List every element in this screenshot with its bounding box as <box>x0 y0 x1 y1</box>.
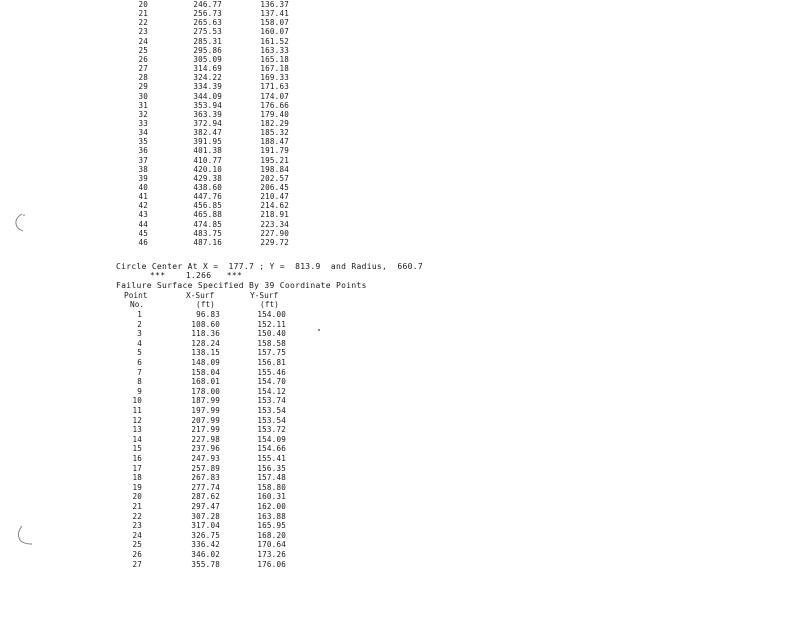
y-coordinate: 154.12 <box>257 386 286 396</box>
point-number: 37 <box>138 155 148 165</box>
point-number: 9 <box>137 386 142 396</box>
x-coordinate: 474.85 <box>193 219 222 229</box>
y-coordinate: 155.46 <box>257 367 286 377</box>
y-coordinate: 136.37 <box>260 0 289 9</box>
point-number: 19 <box>132 482 142 492</box>
x-coordinate: 305.09 <box>193 54 222 64</box>
y-coordinate: 206.45 <box>260 183 289 192</box>
table-row <box>0 406 400 415</box>
point-number: 42 <box>138 201 148 211</box>
table-row <box>0 550 400 559</box>
x-coordinate: 420.10 <box>193 164 222 174</box>
table-row <box>0 483 400 492</box>
x-coordinate: 265.63 <box>193 18 222 28</box>
y-coordinate: 158.80 <box>257 482 286 492</box>
point-number: 21 <box>132 502 142 511</box>
x-coordinate: 314.69 <box>193 64 222 74</box>
table-row <box>0 348 400 357</box>
x-coordinate: 96.83 <box>196 310 220 319</box>
x-coordinate: 355.78 <box>191 559 220 569</box>
y-coordinate: 167.18 <box>260 64 289 74</box>
table-row <box>0 156 400 165</box>
table-row <box>0 387 400 396</box>
x-coordinate: 334.39 <box>193 82 222 92</box>
table-row <box>0 473 400 482</box>
table-row <box>0 560 400 569</box>
table-row <box>0 358 400 367</box>
table-row <box>0 320 400 329</box>
y-coordinate: 176.66 <box>260 100 289 110</box>
x-coordinate: 277.74 <box>191 482 220 492</box>
table-row <box>0 502 400 511</box>
point-number: 38 <box>138 164 148 174</box>
x-coordinate: 401.38 <box>193 146 222 156</box>
table-row <box>0 435 400 444</box>
point-number: 31 <box>138 100 148 110</box>
y-coordinate: 176.06 <box>257 559 286 569</box>
y-coordinate: 210.47 <box>260 192 289 202</box>
point-number: 7 <box>137 367 142 377</box>
point-number: 24 <box>132 530 142 540</box>
y-coordinate: 157.75 <box>257 348 286 358</box>
x-coordinate: 295.86 <box>193 45 222 55</box>
x-coordinate: 456.85 <box>193 201 222 211</box>
table-row <box>0 368 400 377</box>
table-row <box>0 512 400 521</box>
x-coordinate: 246.77 <box>193 0 222 9</box>
x-coordinate: 346.02 <box>191 550 220 559</box>
table-row <box>0 220 400 229</box>
x-coordinate: 168.01 <box>191 377 220 387</box>
point-number: 34 <box>138 128 148 138</box>
table-row <box>0 9 400 18</box>
safety-factor-line: *** 1.266 *** <box>150 271 243 280</box>
header-y-surf: Y-Surf <box>250 291 279 300</box>
point-number: 30 <box>138 91 148 101</box>
y-coordinate: 160.07 <box>260 27 289 37</box>
x-coordinate: 363.39 <box>193 109 222 119</box>
x-coordinate: 108.60 <box>191 319 220 329</box>
x-coordinate: 465.88 <box>193 210 222 220</box>
point-number: 41 <box>138 192 148 202</box>
point-number: 14 <box>132 434 142 444</box>
y-coordinate: 163.33 <box>260 45 289 55</box>
y-coordinate: 195.21 <box>260 155 289 165</box>
y-coordinate: 168.20 <box>257 530 286 540</box>
y-coordinate: 170.64 <box>257 540 286 550</box>
table-row <box>0 82 400 91</box>
table-row <box>0 531 400 540</box>
table-row <box>0 64 400 73</box>
point-number: 27 <box>138 64 148 74</box>
x-coordinate: 138.15 <box>191 348 220 358</box>
x-coordinate: 256.73 <box>193 9 222 19</box>
y-coordinate: 161.52 <box>260 36 289 46</box>
point-number: 23 <box>138 27 148 37</box>
point-number: 22 <box>138 18 148 28</box>
x-coordinate: 187.99 <box>191 396 220 406</box>
point-number: 15 <box>132 444 142 454</box>
x-coordinate: 197.99 <box>191 406 220 415</box>
table-row <box>0 425 400 434</box>
y-coordinate: 154.09 <box>257 434 286 444</box>
x-coordinate: 287.62 <box>191 492 220 502</box>
y-coordinate: 229.72 <box>260 237 289 247</box>
point-number: 40 <box>138 183 148 192</box>
x-coordinate: 324.22 <box>193 73 222 83</box>
x-coordinate: 353.94 <box>193 100 222 110</box>
y-coordinate: 153.54 <box>257 415 286 425</box>
table-row <box>0 46 400 55</box>
y-coordinate: 156.35 <box>257 463 286 473</box>
table-row <box>0 492 400 501</box>
point-number: 8 <box>137 377 142 387</box>
point-number: 18 <box>132 473 142 483</box>
y-coordinate: 160.31 <box>257 492 286 502</box>
header-no: No. <box>130 300 145 309</box>
table-row <box>0 229 400 238</box>
point-number: 3 <box>137 329 142 339</box>
point-number: 44 <box>138 219 148 229</box>
point-number: 45 <box>138 228 148 238</box>
x-coordinate: 483.75 <box>193 228 222 238</box>
table-row <box>0 146 400 155</box>
y-coordinate: 157.48 <box>257 473 286 483</box>
y-coordinate: 188.47 <box>260 137 289 147</box>
point-number: 26 <box>138 54 148 64</box>
point-number: 25 <box>138 45 148 55</box>
table-row <box>0 396 400 405</box>
point-number: 22 <box>132 511 142 521</box>
table-row <box>0 238 400 247</box>
point-number: 1 <box>137 310 142 319</box>
x-coordinate: 336.42 <box>191 540 220 550</box>
table-row <box>0 310 400 319</box>
table-row <box>0 37 400 46</box>
table-row <box>0 119 400 128</box>
y-coordinate: 153.54 <box>257 406 286 415</box>
y-coordinate: 173.26 <box>257 550 286 559</box>
y-coordinate: 155.41 <box>257 454 286 463</box>
y-coordinate: 158.58 <box>257 338 286 348</box>
header-y-unit: (ft) <box>260 300 279 309</box>
point-number: 20 <box>138 0 148 9</box>
table-row <box>0 540 400 549</box>
table-row <box>0 521 400 530</box>
y-coordinate: 154.00 <box>257 310 286 319</box>
y-coordinate: 165.18 <box>260 54 289 64</box>
point-number: 29 <box>138 82 148 92</box>
y-coordinate: 202.57 <box>260 173 289 183</box>
table-row <box>0 210 400 219</box>
x-coordinate: 447.76 <box>193 192 222 202</box>
table-row <box>0 137 400 146</box>
point-number: 32 <box>138 109 148 119</box>
x-coordinate: 410.77 <box>193 155 222 165</box>
x-coordinate: 148.09 <box>191 358 220 367</box>
y-coordinate: 156.81 <box>257 358 286 367</box>
table-row <box>0 339 400 348</box>
x-coordinate: 178.00 <box>191 386 220 396</box>
y-coordinate: 223.34 <box>260 219 289 229</box>
table-row <box>0 454 400 463</box>
table-row <box>0 464 400 473</box>
x-coordinate: 487.16 <box>193 237 222 247</box>
table-row <box>0 377 400 386</box>
y-coordinate: 154.66 <box>257 444 286 454</box>
point-number: 17 <box>132 463 142 473</box>
point-number: 43 <box>138 210 148 220</box>
x-coordinate: 307.28 <box>191 511 220 521</box>
table-row <box>0 101 400 110</box>
y-coordinate: 165.95 <box>257 521 286 531</box>
x-coordinate: 382.47 <box>193 128 222 138</box>
y-coordinate: 169.33 <box>260 73 289 83</box>
y-coordinate: 174.07 <box>260 91 289 101</box>
x-coordinate: 275.53 <box>193 27 222 37</box>
table-row <box>0 444 400 453</box>
x-coordinate: 128.24 <box>191 338 220 348</box>
y-coordinate: 137.41 <box>260 9 289 19</box>
y-coordinate: 185.32 <box>260 128 289 138</box>
table-row <box>0 0 400 9</box>
table-row <box>0 416 400 425</box>
point-number: 13 <box>132 425 142 435</box>
y-coordinate: 163.88 <box>257 511 286 521</box>
x-coordinate: 247.93 <box>191 454 220 463</box>
point-number: 11 <box>132 406 142 415</box>
table-row <box>0 92 400 101</box>
point-number: 33 <box>138 118 148 128</box>
x-coordinate: 391.95 <box>193 137 222 147</box>
x-coordinate: 285.31 <box>193 36 222 46</box>
y-coordinate: 198.84 <box>260 164 289 174</box>
y-coordinate: 153.74 <box>257 396 286 406</box>
point-number: 27 <box>132 559 142 569</box>
y-coordinate: 152.11 <box>257 319 286 329</box>
point-number: 23 <box>132 521 142 531</box>
y-coordinate: 162.00 <box>257 502 286 511</box>
y-coordinate: 191.79 <box>260 146 289 156</box>
y-coordinate: 153.72 <box>257 425 286 435</box>
x-coordinate: 372.94 <box>193 118 222 128</box>
failure-surface-line: Failure Surface Specified By 39 Coordinate Points <box>116 281 367 290</box>
point-number: 10 <box>132 396 142 406</box>
x-coordinate: 317.04 <box>191 521 220 531</box>
x-coordinate: 429.38 <box>193 173 222 183</box>
point-number: 16 <box>132 454 142 463</box>
table-row <box>0 174 400 183</box>
x-coordinate: 158.04 <box>191 367 220 377</box>
header-point: Point <box>124 291 148 300</box>
x-coordinate: 267.83 <box>191 473 220 483</box>
point-number: 24 <box>138 36 148 46</box>
x-coordinate: 438.60 <box>193 183 222 192</box>
x-coordinate: 297.47 <box>191 502 220 511</box>
point-number: 46 <box>138 237 148 247</box>
y-coordinate: 218.91 <box>260 210 289 220</box>
table-row <box>0 73 400 82</box>
table-row <box>0 201 400 210</box>
y-coordinate: 227.90 <box>260 228 289 238</box>
table-row <box>0 192 400 201</box>
point-number: 6 <box>137 358 142 367</box>
point-number: 4 <box>137 338 142 348</box>
table-row <box>0 27 400 36</box>
x-coordinate: 326.75 <box>191 530 220 540</box>
table-row <box>0 55 400 64</box>
table-row <box>0 329 400 338</box>
y-coordinate: 150.40 <box>257 329 286 339</box>
table-row <box>0 183 400 192</box>
x-coordinate: 227.98 <box>191 434 220 444</box>
table-row <box>0 110 400 119</box>
y-coordinate: 182.29 <box>260 118 289 128</box>
point-number: 21 <box>138 9 148 19</box>
point-number: 36 <box>138 146 148 156</box>
table-row <box>0 18 400 27</box>
y-coordinate: 154.70 <box>257 377 286 387</box>
x-coordinate: 207.99 <box>191 415 220 425</box>
point-number: 35 <box>138 137 148 147</box>
point-number: 25 <box>132 540 142 550</box>
point-number: 12 <box>132 415 142 425</box>
point-number: 26 <box>132 550 142 559</box>
y-coordinate: 171.63 <box>260 82 289 92</box>
table-row <box>0 165 400 174</box>
y-coordinate: 179.40 <box>260 109 289 119</box>
y-coordinate: 158.07 <box>260 18 289 28</box>
header-x-unit: (ft) <box>196 300 215 309</box>
point-number: 20 <box>132 492 142 502</box>
x-coordinate: 344.09 <box>193 91 222 101</box>
x-coordinate: 257.89 <box>191 463 220 473</box>
x-coordinate: 217.99 <box>191 425 220 435</box>
y-coordinate: 214.62 <box>260 201 289 211</box>
circle-center-line: Circle Center At X = 177.7 ; Y = 813.9 and Radius, 660.7 <box>116 262 423 271</box>
header-x-surf: X-Surf <box>186 291 215 300</box>
table-row <box>0 128 400 137</box>
x-coordinate: 118.36 <box>191 329 220 339</box>
x-coordinate: 237.96 <box>191 444 220 454</box>
point-number: 5 <box>137 348 142 358</box>
point-number: 39 <box>138 173 148 183</box>
point-number: 2 <box>137 319 142 329</box>
point-number: 28 <box>138 73 148 83</box>
